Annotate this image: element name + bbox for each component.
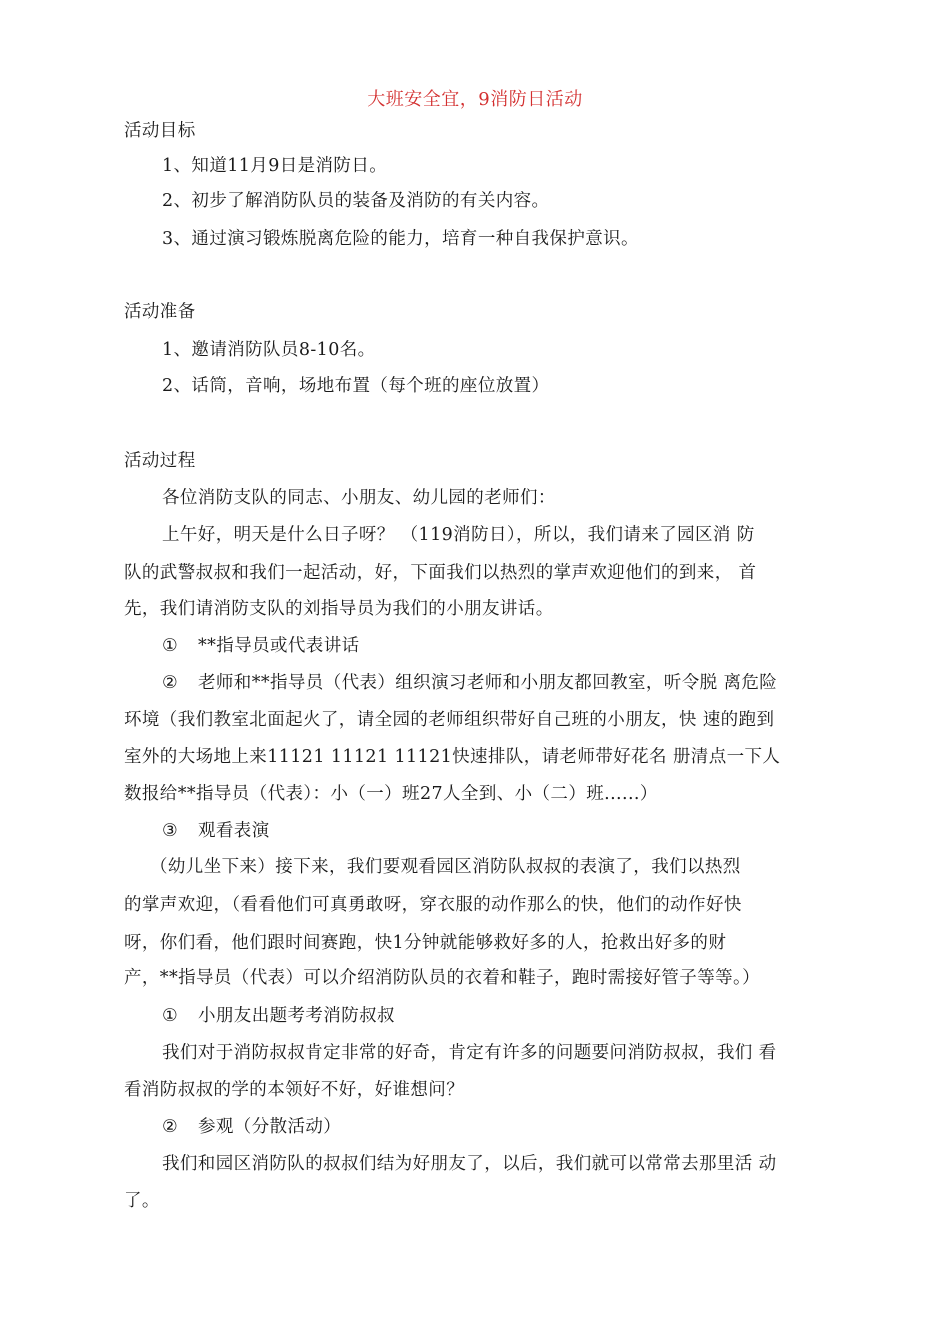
paragraph-line: 产，**指导员（代表）可以介绍消防队员的衣着和鞋子，跑时需接好管子等等。） xyxy=(124,968,761,988)
goal-item: 2、初步了解消防队员的装备及消防的有关内容。 xyxy=(162,191,550,211)
paragraph-line: 呀，你们看，他们跟时间赛跑，快1分钟就能够救好多的人，抢救出好多的财 xyxy=(124,933,727,953)
step-item xyxy=(162,632,868,660)
intro-line: 上午好，明天是什么日子呀？ （119消防日），所以，我们请来了园区消 防 xyxy=(162,525,755,545)
paragraph-line: 看消防叔叔的学的本领好不好，好谁想问？ xyxy=(124,1080,465,1100)
greeting-line: 各位消防支队的同志、小朋友、幼儿园的老师们： xyxy=(162,488,556,508)
prep-item: 2、话筒，音响，场地布置（每个班的座位放置） xyxy=(162,376,550,396)
step-text: **指导员或代表讲话 xyxy=(198,636,360,656)
section-heading-process: 活动过程 xyxy=(124,451,196,471)
goal-item: 1、知道11月9日是消防日。 xyxy=(162,156,388,176)
prep-item: 1、邀请消防队员8-10名。 xyxy=(162,340,376,360)
step-text: 老师和**指导员（代表）组织演习老师和小朋友都回教室，听令脱 离危险 xyxy=(198,673,778,693)
paragraph-line: 我们对于消防叔叔肯定非常的好奇，肯定有许多的问题要问消防叔叔，我们 看 xyxy=(162,1043,777,1063)
step-marker: ① xyxy=(162,636,179,656)
paragraph-line: 了。 xyxy=(124,1191,160,1211)
step-item xyxy=(162,1002,868,1030)
step-marker: ③ xyxy=(162,821,179,841)
paragraph-line: 的掌声欢迎，（看看他们可真勇敢呀，穿衣服的动作那么的快，他们的动作好快 xyxy=(124,895,742,915)
step-text: 观看表演 xyxy=(198,821,270,841)
step-marker: ② xyxy=(162,673,179,693)
paragraph-line: 我们和园区消防队的叔叔们结为好朋友了，以后，我们就可以常常去那里活 动 xyxy=(162,1154,777,1174)
step-text: 参观（分散活动） xyxy=(198,1117,342,1137)
intro-line: 队的武警叔叔和我们一起活动，好，下面我们以热烈的掌声欢迎他们的到来， 首 xyxy=(124,563,757,583)
paragraph-line: （幼儿坐下来）接下来，我们要观看园区消防队叔叔的表演了，我们以热烈 xyxy=(150,857,741,877)
step-item xyxy=(162,1113,868,1141)
step-marker: ① xyxy=(162,1006,179,1026)
document-title: 大班安全宜，9消防日活动 xyxy=(367,89,583,110)
section-heading-preparation: 活动准备 xyxy=(124,302,196,322)
step-marker: ② xyxy=(162,1117,179,1137)
intro-line: 先，我们请消防支队的刘指导员为我们的小朋友讲话。 xyxy=(124,599,554,619)
goal-item: 3、通过演习锻炼脱离危险的能力，培育一种自我保护意识。 xyxy=(162,229,639,249)
paragraph-line: 环境（我们教室北面起火了，请全园的老师组织带好自己班的小朋友，快 速的跑到 xyxy=(124,710,775,730)
step-item xyxy=(162,669,868,697)
section-heading-goals: 活动目标 xyxy=(124,121,196,141)
paragraph-line: 数报给**指导员（代表）：小（一）班27人全到、小（二）班......） xyxy=(124,784,658,804)
step-text: 小朋友出题考考消防叔叔 xyxy=(198,1006,395,1026)
step-item xyxy=(162,817,868,845)
paragraph-line: 室外的大场地上来11121 11121 11121快速排队，请老师带好花名 册清点一下人 xyxy=(124,747,781,767)
